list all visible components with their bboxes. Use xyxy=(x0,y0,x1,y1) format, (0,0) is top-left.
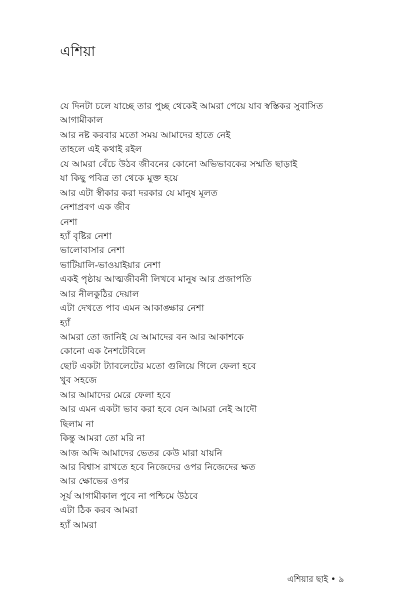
poem-line: আজ অব্দি আমাদের ভেতর কেউ মারা যায়নি xyxy=(60,447,223,459)
poem-line: আগামীকাল xyxy=(60,115,104,127)
poem-line: যে দিনটা চলে যাচ্ছে তার পুচ্ছ থেকেই আমরা পেয়ে যাব স্বস্তিকর সুবাসিত xyxy=(60,101,324,112)
poem-line: যে আমরা বেঁচে উঠব জীবনের কোনো অভিভাবকের সম্মতি ছাড়াই xyxy=(60,158,298,170)
poem-line: হ্যাঁ xyxy=(60,317,71,329)
poem-line: ভাটিয়ালি-ভাওয়াইয়ার নেশা xyxy=(60,259,161,271)
poem-line: আর নীলকুঠির দেয়াল xyxy=(60,288,140,300)
poem-title: এশিয়া xyxy=(60,44,96,60)
poem-line: কোনো এক নৈশটেবিলে xyxy=(60,346,146,358)
poem-line: কিন্তু আমরা তো মরি না xyxy=(60,433,145,445)
poem-line: আর ক্ষোভের ওপর xyxy=(60,476,130,488)
poem-line: সূর্য আগামীকাল পুবে না পশ্চিমে উঠবে xyxy=(60,490,199,502)
poem-line: হ্যাঁ বৃষ্টির নেশা xyxy=(60,230,112,242)
poem-line: একই পৃষ্ঠায় আত্মজীবনী লিখবে মানুষ আর প্রজাপতি xyxy=(60,274,252,286)
poem-line: আর এমন একটা ভাব করা হবে যেন আমরা নেই আদৌ xyxy=(60,404,258,416)
poem-line: নেশাপ্রবণ এক জীব xyxy=(60,202,131,214)
poem-line: আর নষ্ট করবার মতো সময় আমাদের হাতে নেই xyxy=(60,129,231,141)
poem-line: এটা ঠিক করব আমরা xyxy=(60,505,138,517)
poem-line: ছোট একটা ট্যাবলেটের মতো গুলিয়ে গিলে ফেলা হবে xyxy=(60,360,257,372)
poem-line: যা কিছু পবিত্র তা থেকে মুক্ত হয়ে xyxy=(60,173,179,185)
poem-line: আর আমাদের মেরে ফেলা হবে xyxy=(60,389,171,401)
poem-line: এটা দেখতে পাব এমন আকাঙ্ক্ষার নেশা xyxy=(60,303,205,315)
poem-line: খুব সহজে xyxy=(60,375,97,387)
poem-line: তাহলে এই কথাই রইল xyxy=(60,144,142,156)
poem-line: আর বিশ্বাস রাখতে হবে নিজেদের ওপর নিজেদের ক্ষত xyxy=(60,461,256,473)
page-footer: এশিয়ার ছাই • ৯ xyxy=(287,575,344,585)
poem-line: আর এটা স্বীকার করা দরকার যে মানুষ মূলত xyxy=(60,187,218,199)
poem-line: আমরা তো জানিই যে আমাদের বন আর আকাশকে xyxy=(60,332,244,343)
poem-line: ভালোবাসার নেশা xyxy=(60,245,125,257)
poem-line: ছিলাম না xyxy=(60,418,94,430)
poem-body xyxy=(60,100,390,533)
poem-line: হ্যাঁ আমরা xyxy=(60,519,97,531)
poem-line: নেশা xyxy=(60,216,78,228)
